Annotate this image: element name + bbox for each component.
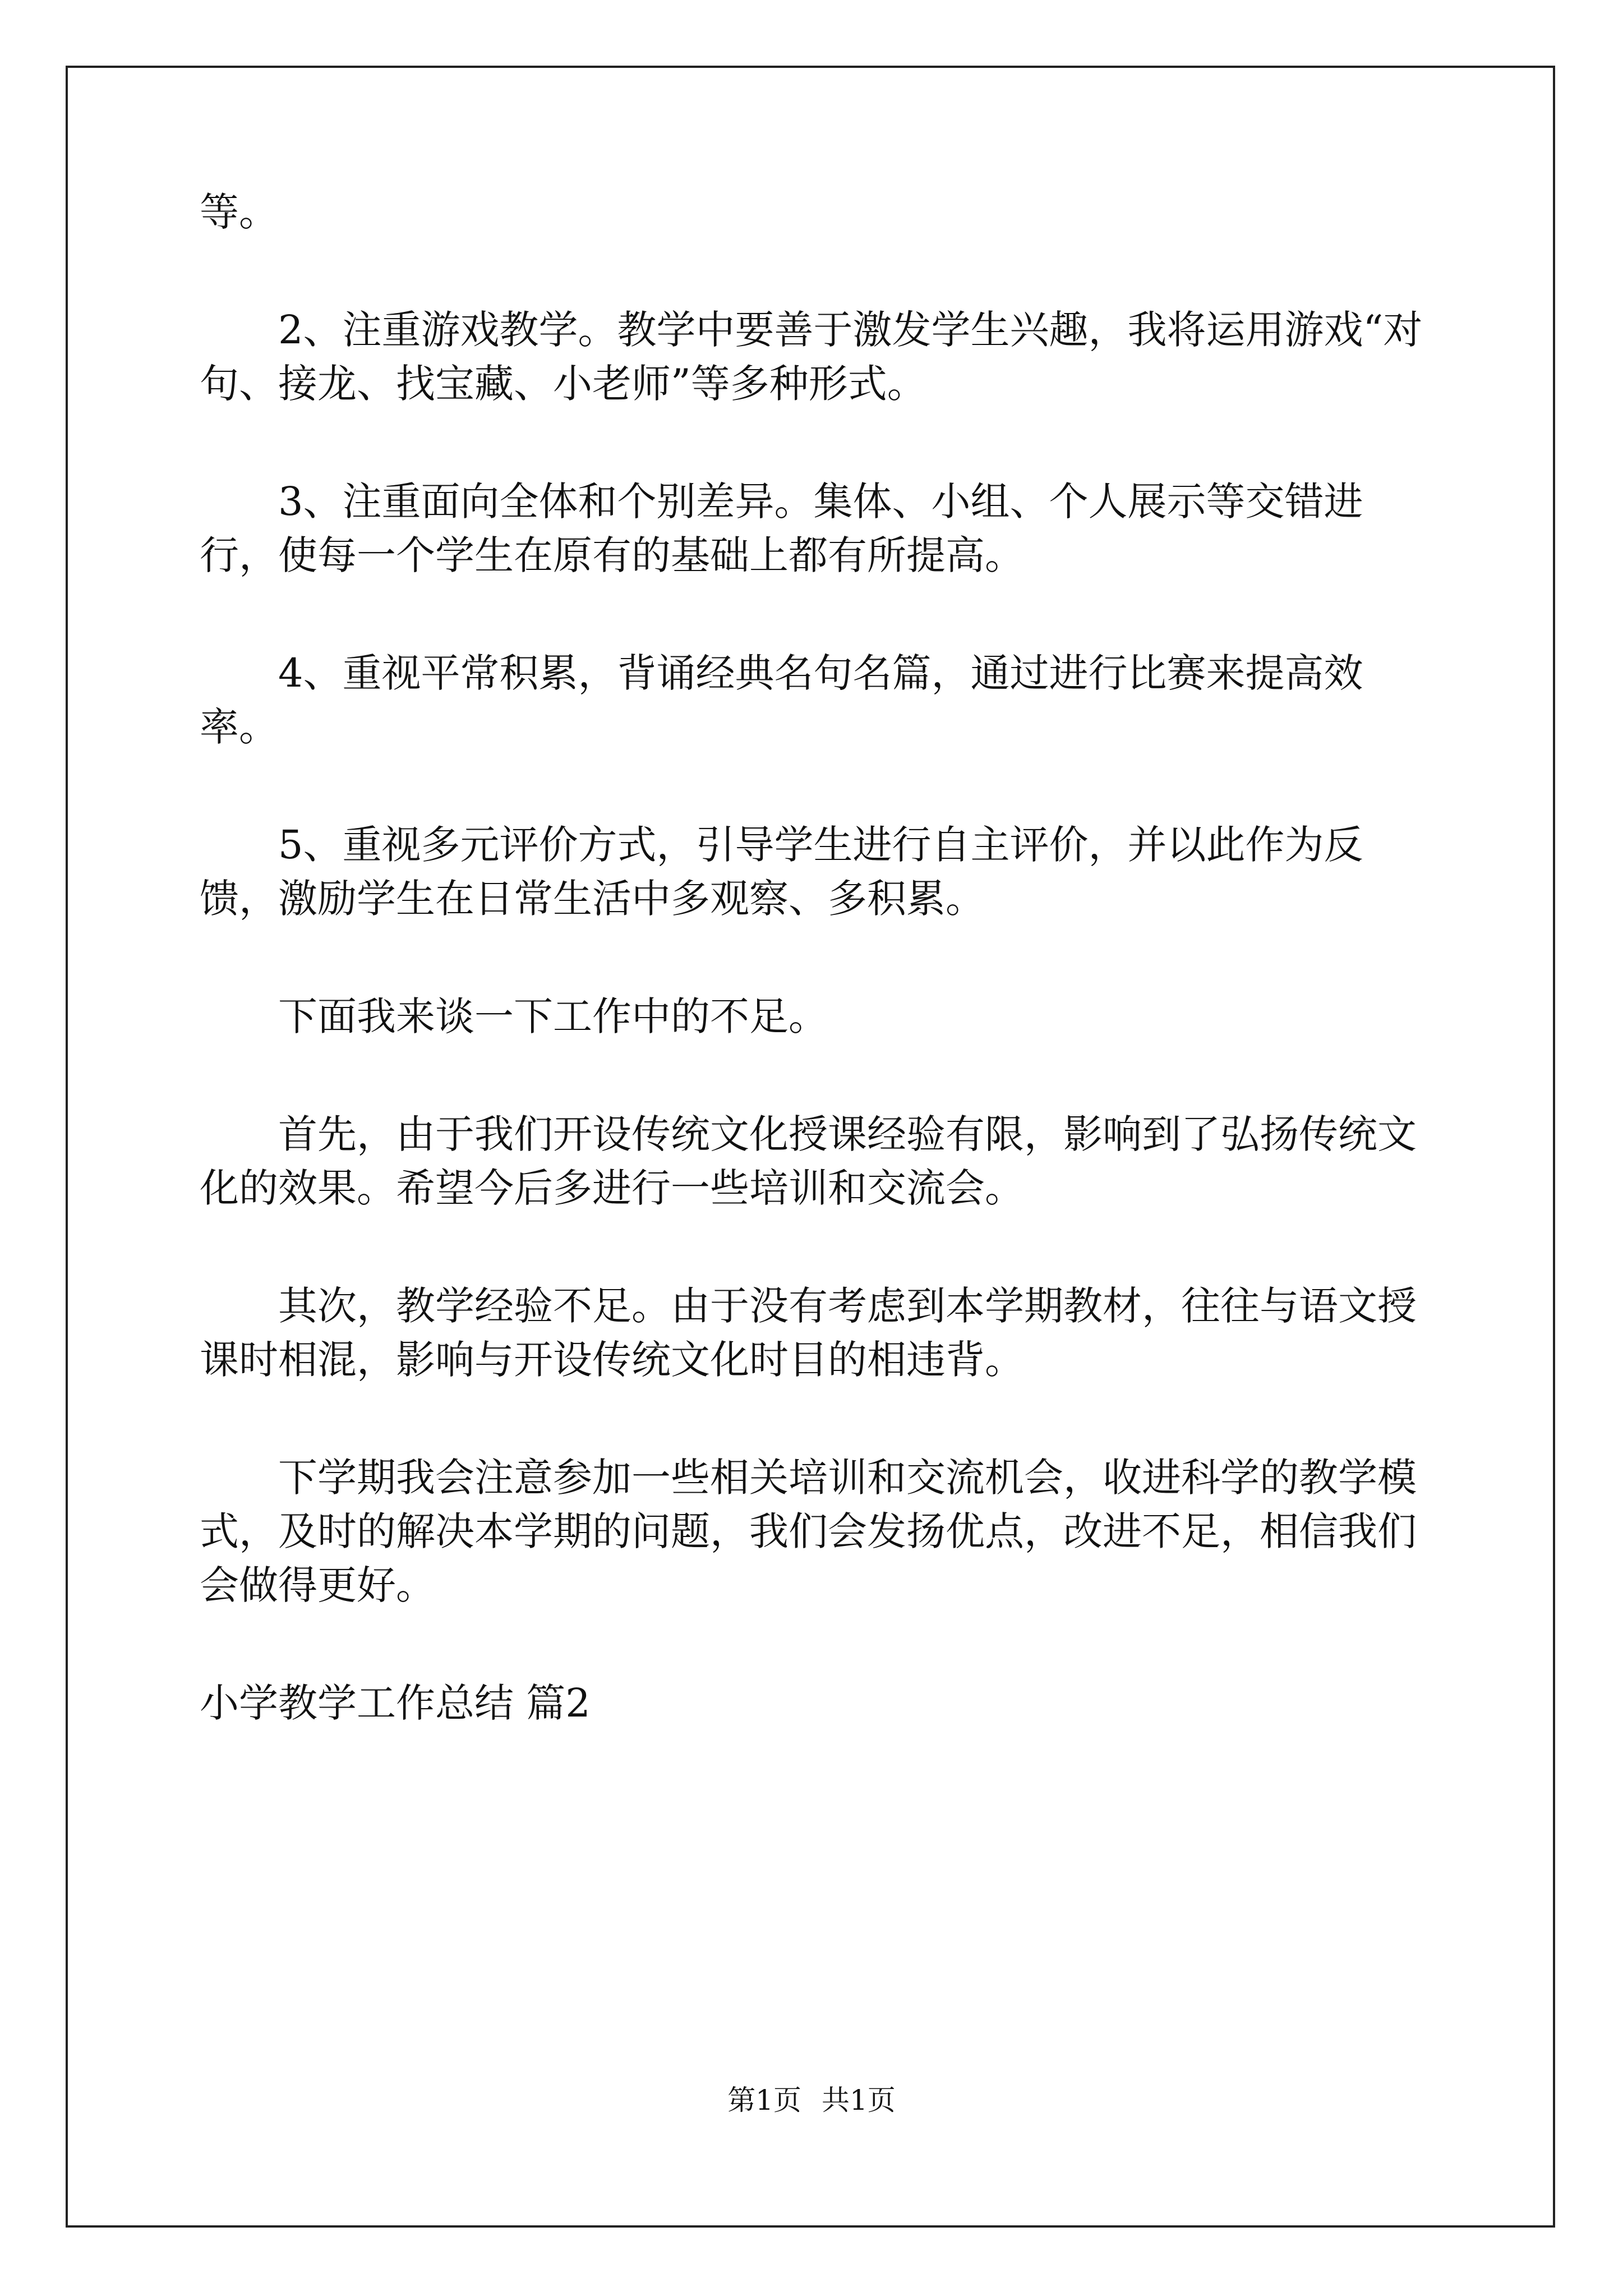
- paragraph-4: 4、重视平常积累，背诵经典名句名篇，通过进行比赛来提高效率。: [200, 650, 1363, 750]
- paragraph-8: 其次，教学经验不足。由于没有考虑到本学期教材，往往与语文授课时相混，影响与开设传统文化时目的相违背。: [200, 1283, 1417, 1383]
- section-title: 小学教学工作总结 篇2: [200, 1680, 591, 1726]
- page-number-current: 第1页: [727, 2084, 801, 2116]
- page-number-total: 共1页: [822, 2084, 896, 2116]
- paragraph-3: 3、注重面向全体和个别差异。集体、小组、个人展示等交错进行，使每一个学生在原有的基础上都有所提高。: [200, 478, 1363, 578]
- paragraph-2: 2、注重游戏教学。教学中要善于激发学生兴趣，我将运用游戏“对句、接龙、找宝藏、小老师”等多种形式。: [200, 307, 1423, 407]
- paragraph-7: 首先，由于我们开设传统文化授课经验有限，影响到了弘扬传统文化的效果。希望今后多进行一些培训和交流会。: [200, 1111, 1417, 1211]
- paragraph-1: 等。: [200, 189, 278, 235]
- paragraph-5: 5、重视多元评价方式，引导学生进行自主评价，并以此作为反馈，激励学生在日常生活中多观察、多积累。: [200, 822, 1363, 922]
- document-body: [200, 185, 1426, 1730]
- paragraph-6: 下面我来谈一下工作中的不足。: [278, 993, 828, 1039]
- paragraph-9: 下学期我会注意参加一些相关培训和交流机会，收进科学的教学模式，及时的解决本学期的问题，我们会发扬优点，改进不足，相信我们会做得更好。: [200, 1455, 1417, 1608]
- page-footer: [0, 2083, 1623, 2117]
